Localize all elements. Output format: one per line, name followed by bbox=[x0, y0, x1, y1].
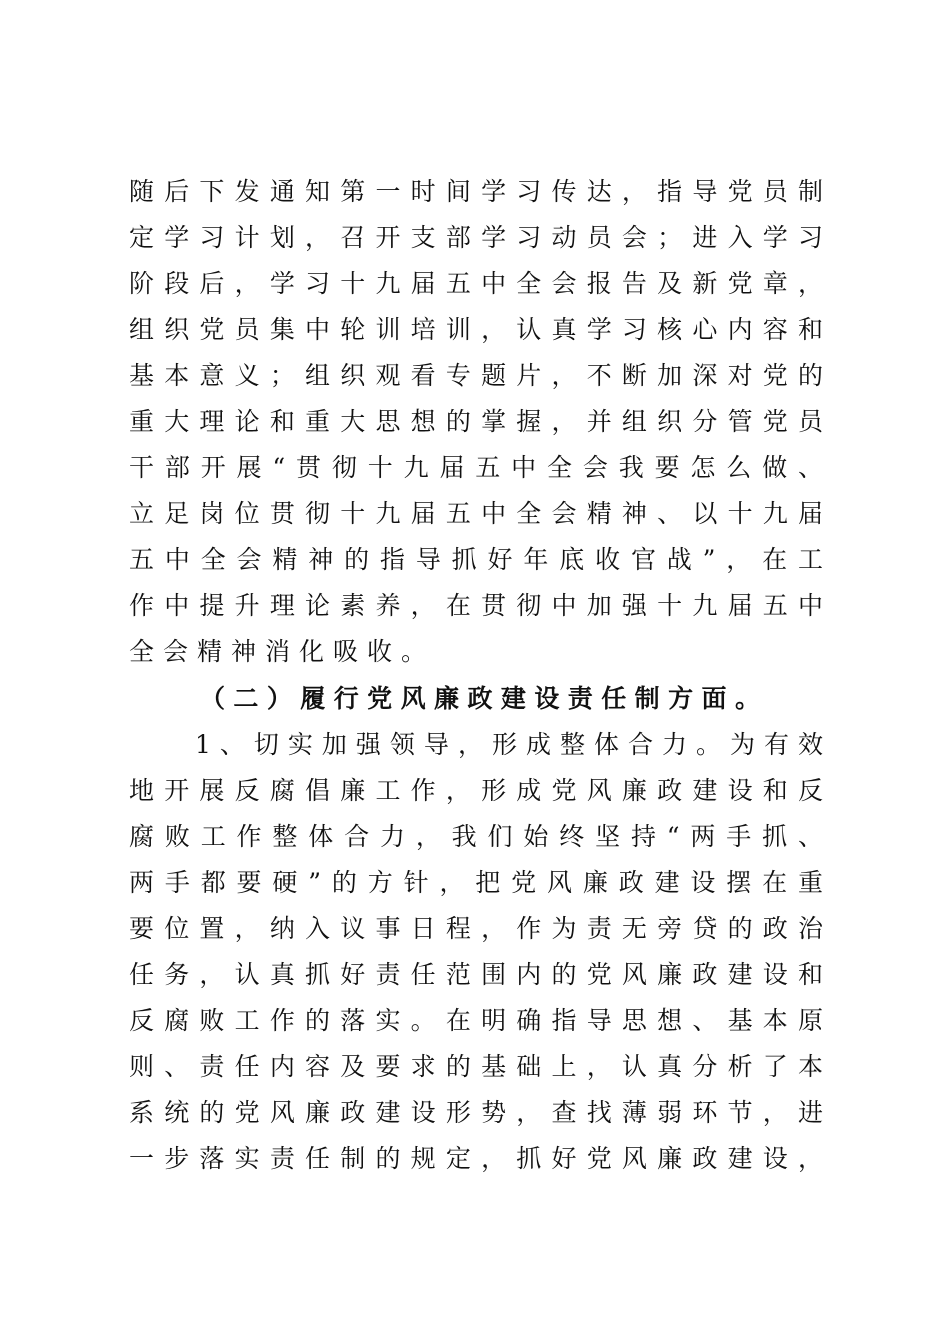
paragraph-line: 则、责任内容及要求的基础上，认真分析了本 bbox=[129, 1052, 823, 1081]
paragraph-line: 作中提升理论素养，在贯彻中加强十九届五中 bbox=[129, 591, 823, 620]
paragraph-line: 基本意义；组织观看专题片，不断加深对党的 bbox=[129, 361, 823, 390]
paragraph-line: 干部开展“贯彻十九届五中全会我要怎么做、 bbox=[129, 453, 823, 482]
paragraph-line: 五中全会精神的指导抓好年底收官战”，在工 bbox=[129, 545, 823, 574]
paragraph-line: 要位置，纳入议事日程，作为责无旁贷的政治 bbox=[129, 914, 823, 943]
paragraph-line: 随后下发通知第一时间学习传达，指导党员制 bbox=[129, 177, 823, 206]
paragraph-line: 组织党员集中轮训培训，认真学习核心内容和 bbox=[129, 315, 823, 344]
paragraph-line: 反腐败工作的落实。在明确指导思想、基本原 bbox=[129, 1006, 823, 1035]
paragraph-line: 阶段后，学习十九届五中全会报告及新党章， bbox=[129, 269, 823, 298]
paragraph-line: 系统的党风廉政建设形势，查找薄弱环节，进 bbox=[129, 1098, 823, 1127]
paragraph-line: 1、切实加强领导，形成整体合力。为有效 bbox=[195, 730, 823, 759]
paragraph-line: 两手都要硬”的方针，把党风廉政建设摆在重 bbox=[129, 868, 823, 897]
paragraph-line: 地开展反腐倡廉工作，形成党风廉政建设和反 bbox=[129, 776, 823, 805]
paragraph-line: 腐败工作整体合力，我们始终坚持“两手抓、 bbox=[129, 822, 823, 851]
paragraph-line: 重大理论和重大思想的掌握，并组织分管党员 bbox=[129, 407, 823, 436]
section-heading: （二）履行党风廉政建设责任制方面。 bbox=[200, 684, 760, 713]
paragraph-line: 定学习计划，召开支部学习动员会；进入学习 bbox=[129, 223, 823, 252]
paragraph-line: 任务，认真抓好责任范围内的党风廉政建设和 bbox=[129, 960, 823, 989]
paragraph-line: 全会精神消化吸收。 bbox=[129, 637, 436, 666]
paragraph-line: 一步落实责任制的规定，抓好党风廉政建设， bbox=[129, 1144, 823, 1173]
paragraph-line: 立足岗位贯彻十九届五中全会精神、以十九届 bbox=[129, 499, 823, 528]
